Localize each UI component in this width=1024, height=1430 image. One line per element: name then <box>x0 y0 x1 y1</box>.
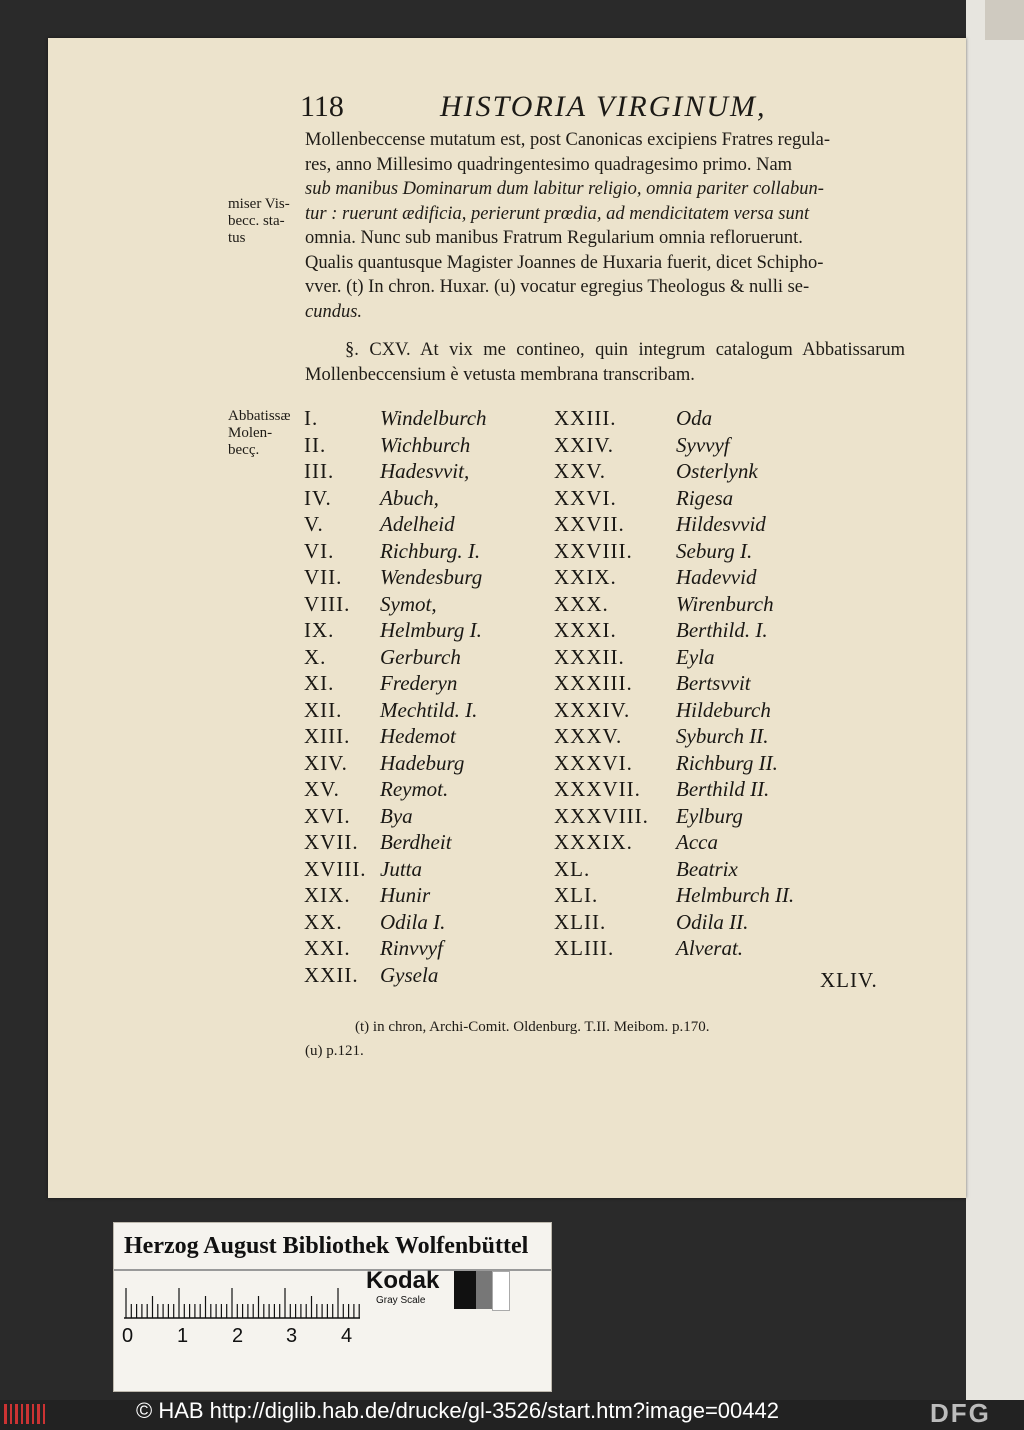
catalogue-row <box>554 857 894 884</box>
abbess-name: Jutta <box>380 856 422 881</box>
text-line: res, anno Millesimo quadringentesimo quadragesimo primo. Nam <box>305 154 793 175</box>
margin-line: miser Vis- <box>228 196 290 212</box>
scan-edge <box>966 0 1024 1400</box>
catalogue-row <box>304 936 554 963</box>
roman-numeral: XVI. <box>304 803 351 828</box>
roman-numeral: XL. <box>554 856 591 881</box>
abbess-name: Hedemot <box>380 724 456 748</box>
roman-numeral: XXXIV. <box>554 697 631 722</box>
ruler-number: 1 <box>177 1325 189 1347</box>
abbess-name: Windelburch <box>380 406 487 430</box>
page-fold <box>985 0 1024 40</box>
abbess-name: Helmburch II. <box>676 883 795 907</box>
footnote-t: (t) in chron, Archi-Comit. Oldenburg. T.II. Meibom. p.170. <box>355 1019 710 1035</box>
catalogue-row <box>304 486 554 513</box>
library-barcode-icon <box>4 1402 46 1426</box>
catalogue-row <box>304 830 554 857</box>
catalogue-row <box>304 751 554 778</box>
ruler-number: 0 <box>122 1325 134 1347</box>
roman-numeral: XXXVII. <box>554 777 641 801</box>
roman-numeral: XXXI. <box>554 618 617 642</box>
margin-note-1 <box>228 196 300 247</box>
gray-scale-label: Gray Scale <box>376 1295 426 1306</box>
roman-numeral: XXXVI. <box>554 750 633 775</box>
catalogue-row <box>554 433 894 460</box>
catalogue-row <box>304 459 554 486</box>
margin-line: tus <box>228 230 246 246</box>
catalogue-row <box>304 804 554 831</box>
roman-numeral: V. <box>304 512 324 536</box>
roman-numeral: XIV. <box>304 750 348 775</box>
abbess-name: Odila II. <box>676 909 749 934</box>
roman-numeral: X. <box>304 644 327 669</box>
roman-numeral: IX. <box>304 618 335 642</box>
abbess-name: Wichburch <box>380 432 471 457</box>
catalogue-row <box>554 512 894 539</box>
rights-link[interactable]: © HAB http://diglib.hab.de/drucke/gl-3526/start.htm?image=00442 <box>136 1398 779 1423</box>
catalogue-row <box>304 539 554 566</box>
abbess-name: Bertsvvit <box>676 671 751 695</box>
abbess-name: Adelheid <box>380 512 455 536</box>
abbess-name: Reymot. <box>380 777 449 801</box>
roman-numeral: XXXV. <box>554 724 623 748</box>
abbess-name: Eyla <box>676 644 715 669</box>
abbess-name: Seburg I. <box>676 538 753 563</box>
catalogue-row <box>304 857 554 884</box>
library-name: Herzog August Bibliothek Wolfenbüttel <box>124 1233 529 1259</box>
catalogue-row <box>554 486 894 513</box>
ruler-number: 4 <box>341 1325 353 1347</box>
abbess-name: Gerburch <box>380 644 461 669</box>
roman-numeral: XII. <box>304 697 343 722</box>
abbess-name: Rinvvyf <box>380 936 443 960</box>
text-line: omnia. Nunc sub manibus Fratrum Regularium omnia refloruerunt. <box>305 228 803 248</box>
roman-numeral: XVIII. <box>304 856 367 881</box>
catalogue-row <box>554 645 894 672</box>
abbess-name: Frederyn <box>380 671 458 695</box>
catchword: XLIV. <box>820 968 878 992</box>
abbess-name: Odila I. <box>380 909 446 934</box>
roman-numeral: XXII. <box>304 962 359 987</box>
dfg-logo-icon: DFG <box>930 1398 991 1428</box>
abbess-name: Hunir <box>380 883 431 907</box>
swatch-black <box>454 1271 476 1309</box>
margin-line: Molen- <box>228 425 273 441</box>
margin-line: Abbatissæ <box>228 408 291 424</box>
abbess-name: Oda <box>676 406 713 430</box>
abbess-name: Syvvyf <box>676 432 730 457</box>
paragraph-1 <box>305 128 905 324</box>
abbess-name: Berthild II. <box>676 777 770 801</box>
text-line: cundus. <box>305 301 363 322</box>
catalogue-row <box>304 671 554 698</box>
roman-numeral: XIX. <box>304 883 351 907</box>
catalogue-row <box>554 671 894 698</box>
roman-numeral: VII. <box>304 565 343 589</box>
text-line: tur : ruerunt ædificia, perierunt prœdia, ad mendicitatem versa sunt <box>305 203 810 224</box>
roman-numeral: XV. <box>304 777 340 801</box>
footnote-u: (u) p.121. <box>305 1043 364 1059</box>
swatch-gray <box>476 1271 492 1309</box>
catalogue-row <box>554 751 894 778</box>
abbess-name: Hildeburch <box>676 697 771 722</box>
roman-numeral: XIII. <box>304 724 351 748</box>
catalogue-row <box>554 698 894 725</box>
roman-numeral: XXX. <box>554 591 609 616</box>
catalogue-row <box>554 936 894 963</box>
abbess-name: Osterlynk <box>676 459 758 483</box>
margin-note-2 <box>228 408 300 459</box>
abbess-name: Hildesvvid <box>676 512 766 536</box>
abbess-name: Richburg II. <box>676 750 778 775</box>
text-line: Qualis quantusque Magister Joannes de Huxaria fuerit, dicet Schipho- <box>305 252 824 273</box>
roman-numeral: II. <box>304 432 327 457</box>
catalogue-row <box>304 883 554 910</box>
roman-numeral: XI. <box>304 671 335 695</box>
catalogue-column-2 <box>554 406 894 989</box>
roman-numeral: XXVI. <box>554 485 617 510</box>
roman-numeral: XXXVIII. <box>554 803 649 828</box>
roman-numeral: XLII. <box>554 909 607 934</box>
abbess-name: Abuch, <box>380 485 439 510</box>
roman-numeral: XXIX. <box>554 565 617 589</box>
roman-numeral: XVII. <box>304 830 359 854</box>
kodak-logo: Kodak <box>366 1267 440 1294</box>
swatch-white <box>492 1271 510 1311</box>
roman-numeral: XXXIII. <box>554 671 633 695</box>
abbess-name: Eylburg <box>676 803 743 828</box>
abbess-name: Wendesburg <box>380 565 483 589</box>
catalogue-row <box>554 565 894 592</box>
abbess-name: Hadesvvit, <box>380 459 470 483</box>
catalogue-row <box>554 830 894 857</box>
library-color-card <box>113 1222 552 1392</box>
abbess-name: Berdheit <box>380 830 452 854</box>
abbess-name: Rigesa <box>676 485 734 510</box>
abbess-name: Bya <box>380 803 413 828</box>
catalogue-row <box>554 883 894 910</box>
roman-numeral: XLIII. <box>554 936 615 960</box>
catalogue-row <box>554 618 894 645</box>
abbess-name: Hadevvid <box>676 565 757 589</box>
catalogue-row <box>554 804 894 831</box>
catalogue-row <box>304 406 554 433</box>
roman-numeral: VIII. <box>304 591 351 616</box>
catalogue-row <box>304 512 554 539</box>
abbess-name: Symot, <box>380 591 437 616</box>
catalogue-row <box>554 406 894 433</box>
text-line: sub manibus Dominarum dum labitur religio, omnia pariter collabun- <box>305 179 824 199</box>
roman-numeral: XXXII. <box>554 644 625 669</box>
roman-numeral: XXI. <box>304 936 351 960</box>
catalogue-row <box>304 592 554 619</box>
roman-numeral: XLI. <box>554 883 599 907</box>
catalogue-row <box>304 910 554 937</box>
text-line: Mollenbeccense mutatum est, post Canonicas excipiens Fratres regula- <box>305 130 831 150</box>
paragraph-2: §. CXV. At vix me contineo, quin integrum catalogum Abbatissarum Mollenbeccensium è vetusta membrana transcribam. <box>305 340 905 385</box>
abbess-name: Helmburg I. <box>380 618 482 642</box>
abbess-name: Berthild. I. <box>676 618 768 642</box>
page-number: 118 <box>300 90 344 123</box>
margin-line: becç. <box>228 442 260 458</box>
catalogue-row <box>304 433 554 460</box>
catalogue-row <box>554 724 894 751</box>
roman-numeral: XXVIII. <box>554 538 633 563</box>
text-line: vver. (t) In chron. Huxar. (u) vocatur egregius Theologus & nulli se- <box>305 277 810 297</box>
abbess-name: Acca <box>676 830 718 854</box>
roman-numeral: IV. <box>304 485 332 510</box>
roman-numeral: VI. <box>304 538 335 563</box>
ruler-icon <box>124 1283 360 1319</box>
abbess-name: Mechtild. I. <box>380 697 478 722</box>
abbess-catalogue <box>304 406 904 1006</box>
roman-numeral: XXXIX. <box>554 830 633 854</box>
margin-line: becc. sta- <box>228 213 285 229</box>
roman-numeral: XXVII. <box>554 512 625 536</box>
abbess-name: Alverat. <box>676 936 744 960</box>
catalogue-row <box>304 698 554 725</box>
catalogue-row <box>304 645 554 672</box>
ruler-number: 2 <box>232 1325 244 1347</box>
catalogue-row <box>304 565 554 592</box>
ruler-number: 3 <box>286 1325 298 1347</box>
roman-numeral: I. <box>304 406 319 430</box>
roman-numeral: III. <box>304 459 335 483</box>
page-header <box>300 90 900 130</box>
abbess-name: Beatrix <box>676 856 738 881</box>
roman-numeral: XX. <box>304 909 343 934</box>
abbess-name: Hadeburg <box>380 750 465 775</box>
catalogue-row <box>304 777 554 804</box>
catalogue-row <box>554 459 894 486</box>
abbess-name: Syburch II. <box>676 724 769 748</box>
catalogue-row <box>554 539 894 566</box>
catalogue-row <box>304 963 554 990</box>
footnotes <box>305 1015 905 1063</box>
catalogue-row <box>304 618 554 645</box>
running-title: HISTORIA VIRGINUM, <box>440 90 767 123</box>
roman-numeral: XXIII. <box>554 406 617 430</box>
catalogue-row <box>554 777 894 804</box>
abbess-name: Richburg. I. <box>380 538 481 563</box>
catalogue-row <box>554 910 894 937</box>
roman-numeral: XXIV. <box>554 432 615 457</box>
catalogue-column-1 <box>304 406 554 989</box>
abbess-name: Gysela <box>380 962 439 987</box>
abbess-name: Wirenburch <box>676 591 774 616</box>
catalogue-row <box>304 724 554 751</box>
roman-numeral: XXV. <box>554 459 607 483</box>
catalogue-row <box>554 592 894 619</box>
